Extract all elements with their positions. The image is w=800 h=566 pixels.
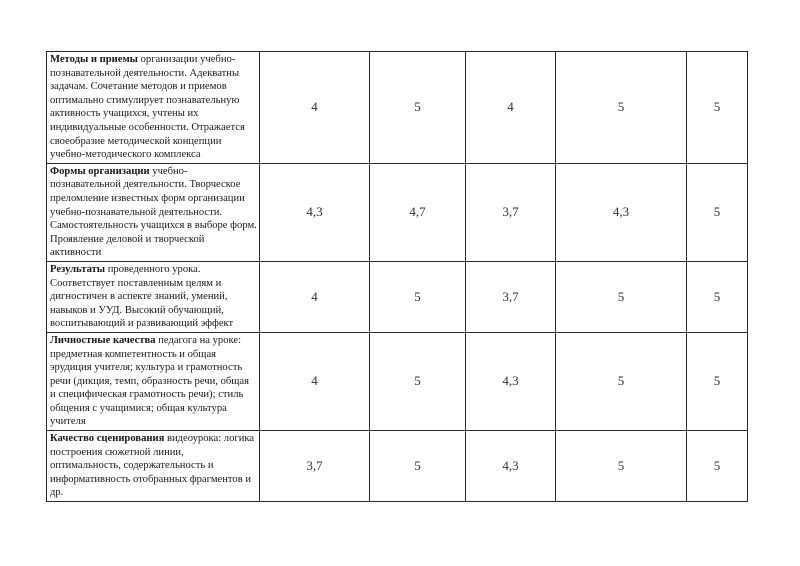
score-cell: 3,7 (260, 431, 370, 502)
score-cell: 4,3 (260, 163, 370, 261)
score-cell: 4,3 (466, 431, 556, 502)
criterion-description (47, 163, 260, 261)
criterion-title: Результаты (50, 263, 106, 275)
criterion-description (47, 332, 260, 430)
score-cell: 5 (556, 52, 687, 164)
score-cell: 4 (260, 332, 370, 430)
evaluation-criteria-table (46, 51, 748, 502)
criterion-title: Формы организации (50, 165, 150, 177)
criterion-title: Методы и приемы (50, 54, 138, 65)
table-row (47, 431, 748, 502)
criterion-text: учебно-познавательной деятельности. Творческое преломление известных форм организации учебно-познавательной деятельности. Самостоятельность учащихся в выборе форм. Проявление деловой и творческой активности (50, 165, 257, 259)
score-cell: 5 (687, 163, 748, 261)
criterion-description (47, 52, 260, 164)
score-cell: 5 (556, 261, 687, 332)
criterion-title: Качество сценирования (50, 433, 165, 445)
score-cell: 3,7 (466, 163, 556, 261)
score-cell: 4,3 (466, 332, 556, 430)
table-row (47, 52, 748, 164)
criterion-description (47, 431, 260, 502)
score-cell: 5 (370, 52, 466, 164)
score-cell: 4,7 (370, 163, 466, 261)
table-row (47, 261, 748, 332)
score-cell: 5 (370, 332, 466, 430)
criterion-text: педагога на уроке: предметная компетентность и общая эрудиция учителя; культура и грамотность речи (дикция, темп, образность речи, общая и специфическая грамотность речи); стиль общения с учащимися; общая культура учителя (50, 334, 249, 428)
score-cell: 4,3 (556, 163, 687, 261)
criterion-text: проведенного урока. Соответствует поставленным целям и дигностичен в аспекте знаний, умений, навыков и УУД. Высокий обучающий, воспитывающий и развивающий эффект (50, 263, 234, 330)
score-cell: 5 (687, 52, 748, 164)
score-cell: 5 (370, 431, 466, 502)
score-cell: 5 (687, 431, 748, 502)
score-cell: 4 (466, 52, 556, 164)
score-cell: 5 (556, 332, 687, 430)
score-cell: 5 (370, 261, 466, 332)
score-cell: 5 (687, 261, 748, 332)
criterion-text: видеоурока: логика построения сюжетной линии, оптимальность, содержательность и информативность отобранных фрагментов и др. (50, 433, 255, 499)
score-cell: 3,7 (466, 261, 556, 332)
score-cell: 5 (556, 431, 687, 502)
score-cell: 4 (260, 261, 370, 332)
criterion-title: Личностные качества (50, 334, 156, 346)
criterion-description (47, 261, 260, 332)
score-cell: 4 (260, 52, 370, 164)
score-cell: 5 (687, 332, 748, 430)
criterion-text: организации учебно-познавательной деятельности. Адекватны задачам. Сочетание методов и приемов оптимально стимулирует познавательную активность учащихся, учтены их индивидуальные особенности. Отражается своеобразие методической концепции учебно-методического комплекса (50, 54, 245, 161)
table-row (47, 163, 748, 261)
table-row (47, 332, 748, 430)
